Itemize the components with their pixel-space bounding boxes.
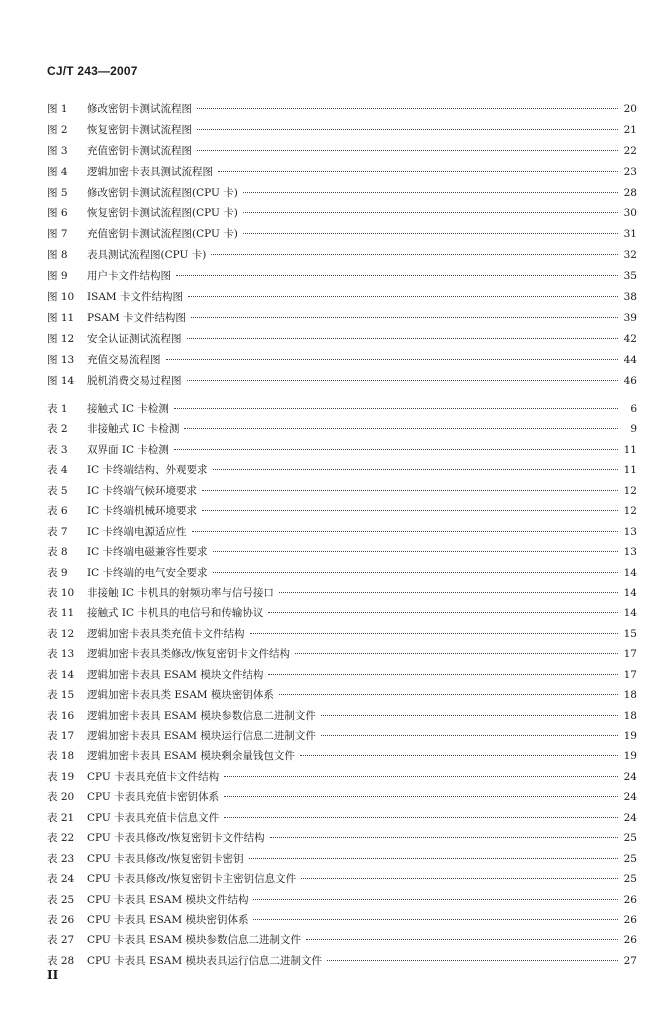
table-number: 表 19 <box>47 770 75 783</box>
dot-leader <box>166 359 619 360</box>
table-entry[interactable] <box>47 708 637 728</box>
page-ref: 24 <box>623 791 637 804</box>
dot-leader <box>249 858 618 859</box>
table-entry[interactable] <box>47 871 637 891</box>
table-number: 表 3 <box>47 443 68 456</box>
document-header: CJ/T 243—2007 <box>47 64 138 78</box>
page-ref: 14 <box>623 586 637 599</box>
page-ref: 6 <box>630 403 637 415</box>
table-entry[interactable] <box>47 892 637 912</box>
figure-entry[interactable] <box>47 205 637 226</box>
table-title: 逻辑加密卡表具 ESAM 模块参数信息二进制文件 <box>87 709 316 722</box>
dot-leader <box>327 960 618 961</box>
table-number: 表 25 <box>47 893 75 906</box>
table-entry[interactable] <box>47 544 637 564</box>
dot-leader <box>224 817 618 818</box>
figure-number: 图 13 <box>47 353 75 366</box>
page-ref: 14 <box>623 566 637 579</box>
dot-leader <box>174 449 618 450</box>
dot-leader <box>295 653 618 654</box>
dot-leader <box>213 469 618 470</box>
figure-title: ISAM 卡文件结构图 <box>87 291 184 304</box>
page-ref: 23 <box>623 165 637 178</box>
table-title: CPU 卡表具 ESAM 模块文件结构 <box>87 893 249 906</box>
table-number: 表 21 <box>47 811 75 824</box>
table-entry[interactable] <box>47 687 637 707</box>
table-entry[interactable] <box>47 646 637 666</box>
dot-leader <box>243 233 618 234</box>
table-number: 表 15 <box>47 689 75 702</box>
figure-title: 充值密钥卡测试流程图 <box>87 144 192 157</box>
dot-leader <box>279 592 618 593</box>
figure-title: 安全认证测试流程图 <box>87 332 182 345</box>
page-ref: 35 <box>623 270 637 283</box>
dot-leader <box>224 796 618 797</box>
figure-entry[interactable] <box>47 143 637 164</box>
table-entry[interactable] <box>47 667 637 687</box>
table-title: 逻辑加密卡表具 ESAM 模块运行信息二进制文件 <box>87 730 316 742</box>
page-ref: 42 <box>623 332 637 345</box>
table-title: 逻辑加密卡表具 ESAM 模块文件结构 <box>87 668 264 681</box>
figure-number: 图 5 <box>47 186 68 199</box>
table-entry[interactable] <box>47 605 637 625</box>
table-title: IC 卡终端气候环境要求 <box>87 484 198 497</box>
dot-leader <box>218 171 618 172</box>
page-ref: 25 <box>623 852 637 865</box>
page-ref: 11 <box>623 443 637 456</box>
table-entry[interactable] <box>47 810 637 830</box>
dot-leader <box>301 878 618 879</box>
table-entry[interactable] <box>47 442 637 462</box>
dot-leader <box>253 919 618 920</box>
table-entry[interactable] <box>47 789 637 809</box>
page-ref: 12 <box>623 484 637 497</box>
dot-leader <box>191 317 618 318</box>
table-number: 表 22 <box>47 832 75 845</box>
table-number: 表 16 <box>47 709 75 722</box>
table-entry[interactable] <box>47 851 637 871</box>
table-entry[interactable] <box>47 565 637 585</box>
table-title: CPU 卡表具充值卡密钥体系 <box>87 791 220 804</box>
dot-leader <box>188 296 618 297</box>
table-entry[interactable] <box>47 953 637 973</box>
page-ref: 11 <box>623 464 637 477</box>
table-title: CPU 卡表具 ESAM 模块密钥体系 <box>87 913 249 926</box>
page-ref: 24 <box>623 811 637 824</box>
dot-leader <box>279 694 618 695</box>
page-ref: 22 <box>623 144 637 157</box>
table-number: 表 14 <box>47 668 75 681</box>
table-number: 表 10 <box>47 586 75 599</box>
figure-entry[interactable] <box>47 310 637 331</box>
table-number: 表 28 <box>47 954 75 967</box>
figure-entry[interactable] <box>47 101 637 122</box>
figure-title: 脱机消费交易过程图 <box>87 374 182 387</box>
table-title: IC 卡终端电源适应性 <box>87 525 187 538</box>
table-entry[interactable] <box>47 421 637 441</box>
page-ref: 24 <box>623 770 637 783</box>
figure-title: 充值交易流程图 <box>87 353 161 366</box>
dot-leader <box>243 192 618 193</box>
table-entry[interactable] <box>47 503 637 523</box>
page-ref: 18 <box>623 709 637 722</box>
page-ref: 20 <box>623 103 637 115</box>
dot-leader <box>197 108 618 109</box>
page-ref: 18 <box>623 689 637 702</box>
figure-number: 图 2 <box>47 123 68 136</box>
figure-entry[interactable] <box>47 268 637 289</box>
table-entry[interactable] <box>47 830 637 850</box>
table-entry[interactable] <box>47 748 637 768</box>
table-title: IC 卡终端机械环境要求 <box>87 505 198 518</box>
table-number: 表 1 <box>47 403 68 415</box>
page-ref: 39 <box>623 311 637 324</box>
figure-number: 图 4 <box>47 165 68 178</box>
figure-entry[interactable] <box>47 373 637 394</box>
page-ref: 46 <box>623 374 637 387</box>
table-title: CPU 卡表具修改/恢复密钥卡密钥 <box>87 852 244 865</box>
table-title: CPU 卡表具修改/恢复密钥卡文件结构 <box>87 832 265 845</box>
page-ref: 19 <box>623 730 637 742</box>
page-ref: 17 <box>623 668 637 681</box>
page-ref: 31 <box>623 228 637 241</box>
table-title: 双界面 IC 卡检测 <box>87 443 169 456</box>
table-number: 表 18 <box>47 750 75 763</box>
figure-entry[interactable] <box>47 122 637 143</box>
table-number: 表 17 <box>47 730 75 742</box>
table-title: 非接触式 IC 卡检测 <box>87 423 180 436</box>
dot-leader <box>184 428 618 429</box>
table-number: 表 6 <box>47 505 68 518</box>
table-entry[interactable] <box>47 912 637 932</box>
figure-entry[interactable] <box>47 247 637 268</box>
page-ref: 30 <box>623 207 637 220</box>
table-entry[interactable] <box>47 769 637 789</box>
dot-leader <box>253 899 618 900</box>
page-ref: 15 <box>623 627 637 640</box>
page-ref: 44 <box>623 353 637 366</box>
table-number: 表 2 <box>47 423 68 436</box>
figure-entry[interactable] <box>47 289 637 310</box>
dot-leader <box>268 612 618 613</box>
dot-leader <box>306 939 618 940</box>
dot-leader <box>224 776 618 777</box>
table-number: 表 27 <box>47 934 75 947</box>
figure-list <box>47 101 637 393</box>
table-title: 非接触 IC 卡机具的射频功率与信号接口 <box>87 586 274 599</box>
figure-entry[interactable] <box>47 164 637 185</box>
page-ref: 28 <box>623 186 637 199</box>
dot-leader <box>187 338 619 339</box>
dot-leader <box>213 572 618 573</box>
table-title: 逻辑加密卡表具类 ESAM 模块密钥体系 <box>87 689 274 702</box>
table-title: 逻辑加密卡表具 ESAM 模块剩余量钱包文件 <box>87 750 295 763</box>
page-ref: 14 <box>623 607 637 620</box>
dot-leader <box>321 735 618 736</box>
figure-title: 修改密钥卡测试流程图(CPU 卡) <box>87 186 238 199</box>
figure-title: 充值密钥卡测试流程图(CPU 卡) <box>87 228 238 241</box>
figure-title: 表具测试流程图(CPU 卡) <box>87 249 207 262</box>
table-entry[interactable] <box>47 932 637 952</box>
page-ref: 26 <box>623 934 637 947</box>
table-number: 表 9 <box>47 566 68 579</box>
figure-number: 图 6 <box>47 207 68 220</box>
table-entry[interactable] <box>47 728 637 748</box>
page-ref: 19 <box>623 750 637 763</box>
page-ref: 32 <box>623 249 637 262</box>
figure-number: 图 1 <box>47 103 68 115</box>
dot-leader <box>213 551 618 552</box>
table-title: CPU 卡表具 ESAM 模块参数信息二进制文件 <box>87 934 301 947</box>
table-number: 表 8 <box>47 546 68 559</box>
figure-entry[interactable] <box>47 352 637 373</box>
page-ref: 21 <box>623 123 637 136</box>
figure-title: 恢复密钥卡测试流程图(CPU 卡) <box>87 207 238 220</box>
table-title: 接触式 IC 卡机具的电信号和传输协议 <box>87 607 264 620</box>
table-entry[interactable] <box>47 483 637 503</box>
page-ref: 26 <box>623 893 637 906</box>
dot-leader <box>202 510 618 511</box>
page-number: II <box>47 968 59 982</box>
page-ref: 26 <box>623 913 637 926</box>
dot-leader <box>176 275 618 276</box>
figure-number: 图 7 <box>47 228 68 241</box>
table-title: IC 卡终端结构、外观要求 <box>87 464 208 477</box>
table-title: 逻辑加密卡表具类充值卡文件结构 <box>87 627 245 640</box>
page-ref: 17 <box>623 648 637 661</box>
dot-leader <box>211 254 618 255</box>
table-number: 表 7 <box>47 525 68 538</box>
figure-entry[interactable] <box>47 226 637 247</box>
table-number: 表 13 <box>47 648 75 661</box>
dot-leader <box>197 129 618 130</box>
table-entry[interactable] <box>47 524 637 544</box>
page-ref: 9 <box>630 423 637 436</box>
page-ref: 27 <box>623 954 637 967</box>
figure-title: 修改密钥卡测试流程图 <box>87 103 192 115</box>
table-title: 接触式 IC 卡检测 <box>87 403 169 415</box>
dot-leader <box>250 633 619 634</box>
table-entry[interactable] <box>47 626 637 646</box>
figure-entry[interactable] <box>47 331 637 352</box>
table-number: 表 20 <box>47 791 75 804</box>
table-list <box>47 401 637 973</box>
figure-title: PSAM 卡文件结构图 <box>87 311 186 324</box>
page-ref: 13 <box>623 546 637 559</box>
dot-leader <box>202 490 618 491</box>
page-ref: 38 <box>623 291 637 304</box>
figure-number: 图 3 <box>47 144 68 157</box>
figure-title: 逻辑加密卡表具测试流程图 <box>87 165 213 178</box>
table-title: IC 卡终端电磁兼容性要求 <box>87 546 208 559</box>
table-number: 表 12 <box>47 627 75 640</box>
table-title: CPU 卡表具修改/恢复密钥卡主密钥信息文件 <box>87 873 297 886</box>
figure-number: 图 12 <box>47 332 75 345</box>
table-entry[interactable] <box>47 462 637 482</box>
table-title: CPU 卡表具充值卡文件结构 <box>87 770 220 783</box>
page-ref: 25 <box>623 832 637 845</box>
table-entry[interactable] <box>47 401 637 421</box>
figure-entry[interactable] <box>47 185 637 206</box>
figure-number: 图 10 <box>47 291 75 304</box>
table-title: CPU 卡表具 ESAM 模块表具运行信息二进制文件 <box>87 954 322 967</box>
figure-title: 用户卡文件结构图 <box>87 270 171 283</box>
dot-leader <box>187 380 619 381</box>
dot-leader <box>192 531 618 532</box>
figure-number: 图 11 <box>47 311 75 324</box>
table-number: 表 5 <box>47 484 68 497</box>
dot-leader <box>270 837 618 838</box>
page-ref: 25 <box>623 873 637 886</box>
table-number: 表 4 <box>47 464 68 477</box>
dot-leader <box>268 674 618 675</box>
dot-leader <box>300 755 618 756</box>
table-title: 逻辑加密卡表具类修改/恢复密钥卡文件结构 <box>87 648 291 661</box>
dot-leader <box>243 212 618 213</box>
table-number: 表 26 <box>47 913 75 926</box>
page-ref: 13 <box>623 525 637 538</box>
dot-leader <box>174 408 618 409</box>
table-title: IC 卡终端的电气安全要求 <box>87 566 208 579</box>
table-number: 表 23 <box>47 852 75 865</box>
figure-number: 图 9 <box>47 270 68 283</box>
dot-leader <box>197 150 618 151</box>
table-number: 表 11 <box>47 607 75 620</box>
figure-number: 图 14 <box>47 374 75 387</box>
table-title: CPU 卡表具充值卡信息文件 <box>87 811 220 824</box>
figure-title: 恢复密钥卡测试流程图 <box>87 123 192 136</box>
dot-leader <box>321 715 618 716</box>
table-entry[interactable] <box>47 585 637 605</box>
figure-number: 图 8 <box>47 249 68 262</box>
table-number: 表 24 <box>47 873 75 886</box>
page-ref: 12 <box>623 505 637 518</box>
